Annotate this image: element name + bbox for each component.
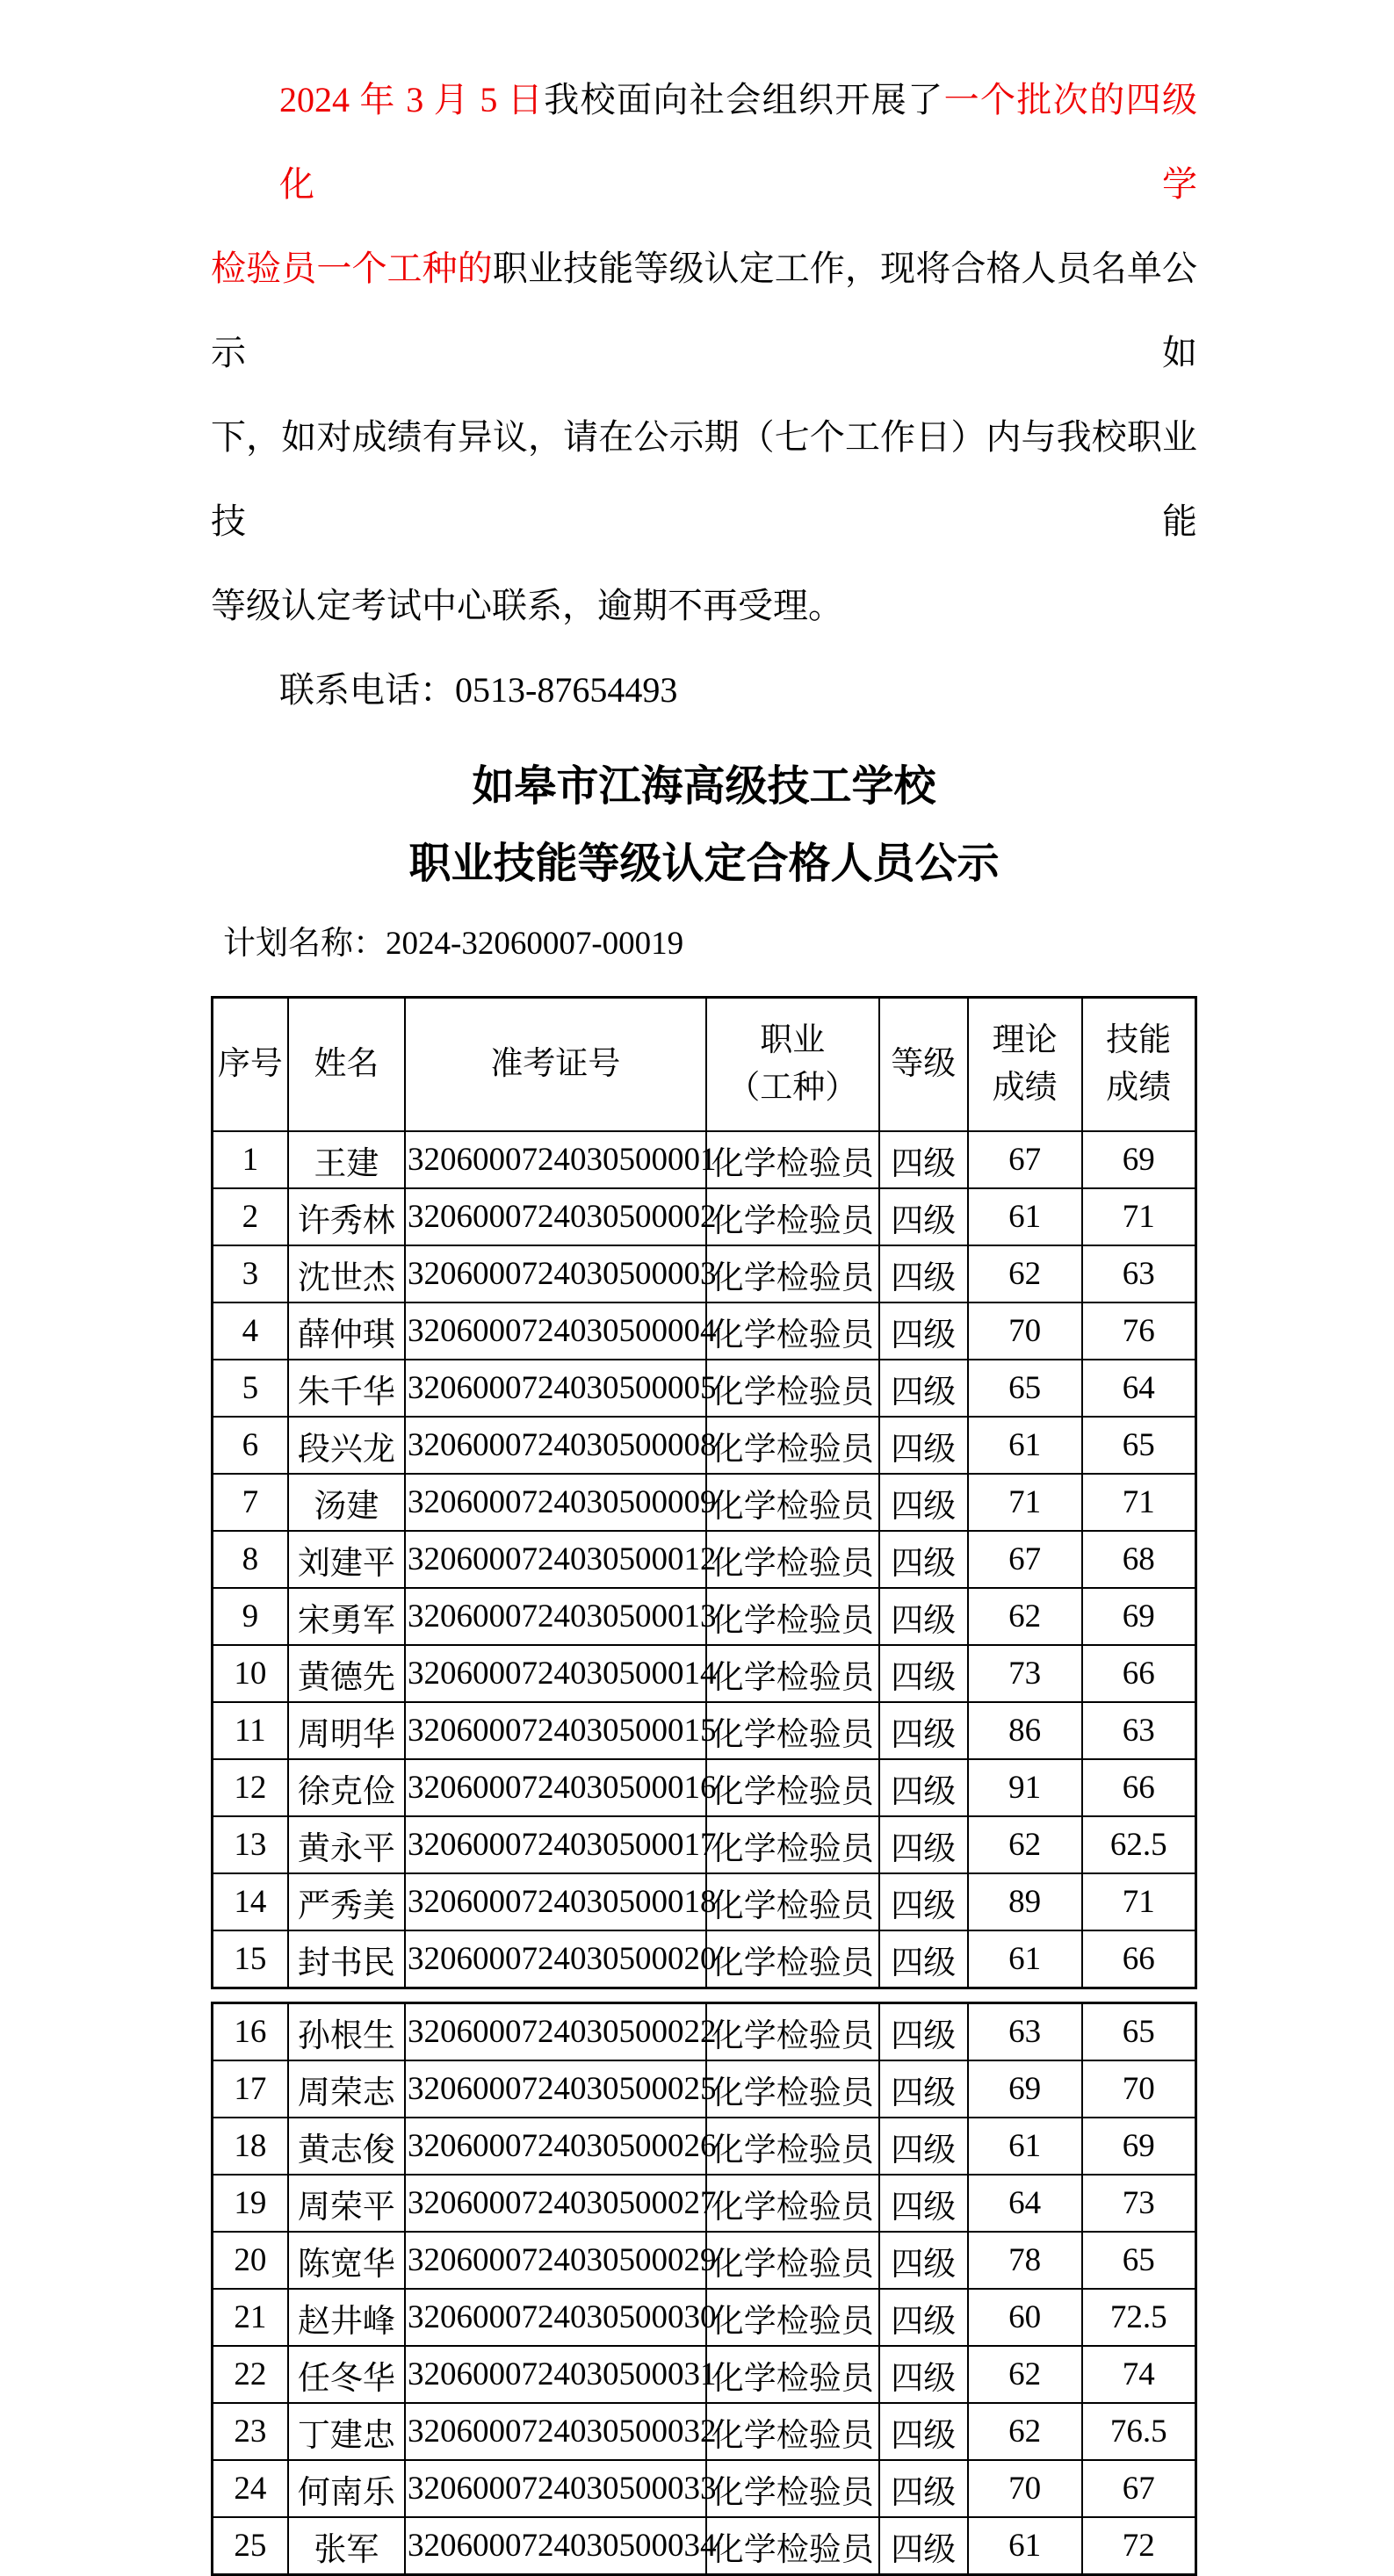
- notice-line: [211, 227, 1197, 395]
- table-cell: 四级: [879, 1645, 968, 1702]
- table-cell: 化学检验员: [706, 1531, 879, 1588]
- table-row: [213, 1702, 1196, 1759]
- table-cell: 徐克俭: [288, 1759, 405, 1816]
- table-cell: 7: [213, 1474, 288, 1531]
- table-cell: 封书民: [288, 1930, 405, 1988]
- notice-text-segment: 职业技能等级认定工作，现将合格人员名单公示如: [211, 249, 1198, 372]
- table-cell: 69: [968, 2060, 1082, 2118]
- table-cell: 3206000724030500030: [405, 2289, 706, 2346]
- table-cell: 化学检验员: [706, 1645, 879, 1702]
- table-cell: 3206000724030500025: [405, 2060, 706, 2118]
- table-cell: 63: [968, 2003, 1082, 2061]
- table-row: [213, 2460, 1196, 2517]
- table-cell: 四级: [879, 2118, 968, 2175]
- table-cell: 3206000724030500008: [405, 1417, 706, 1474]
- table-cell: 67: [1082, 2460, 1196, 2517]
- table-cell: 孙根生: [288, 2003, 405, 2061]
- table-row: [213, 2346, 1196, 2403]
- table-cell: 化学检验员: [706, 2060, 879, 2118]
- table-cell: 71: [1082, 1873, 1196, 1930]
- table-cell: 化学检验员: [706, 1873, 879, 1930]
- table-cell: 72: [1082, 2517, 1196, 2575]
- table-row: [213, 1245, 1196, 1302]
- notice-line: [211, 58, 1197, 227]
- table-cell: 12: [213, 1759, 288, 1816]
- table-cell: 陈宽华: [288, 2232, 405, 2289]
- table-cell: 3206000724030500002: [405, 1188, 706, 1245]
- column-header: 序号: [213, 998, 288, 1132]
- table-cell: 16: [213, 2003, 288, 2061]
- table-cell: 化学检验员: [706, 1588, 879, 1645]
- table-cell: 化学检验员: [706, 2460, 879, 2517]
- table-cell: 64: [1082, 1360, 1196, 1417]
- table-row: [213, 2232, 1196, 2289]
- table-cell: 丁建忠: [288, 2403, 405, 2460]
- table-cell: 66: [1082, 1645, 1196, 1702]
- table-cell: 四级: [879, 2175, 968, 2232]
- table-cell: 3206000724030500012: [405, 1531, 706, 1588]
- table-cell: 3206000724030500005: [405, 1360, 706, 1417]
- table-cell: 9: [213, 1588, 288, 1645]
- results-table-body-upper: [213, 1131, 1196, 1988]
- table-cell: 1: [213, 1131, 288, 1188]
- table-cell: 段兴龙: [288, 1417, 405, 1474]
- table-cell: 89: [968, 1873, 1082, 1930]
- table-row: [213, 2118, 1196, 2175]
- table-cell: 黄德先: [288, 1645, 405, 1702]
- table-cell: 17: [213, 2060, 288, 2118]
- notice-line: [211, 395, 1197, 564]
- table-row: [213, 1131, 1196, 1188]
- table-cell: 4: [213, 1302, 288, 1360]
- table-cell: 化学检验员: [706, 1702, 879, 1759]
- table-cell: 70: [968, 2460, 1082, 2517]
- table-cell: 四级: [879, 1245, 968, 1302]
- table-cell: 化学检验员: [706, 2118, 879, 2175]
- column-header: 技能 成绩: [1082, 998, 1196, 1132]
- table-cell: 化学检验员: [706, 2003, 879, 2061]
- table-cell: 3206000724030500003: [405, 1245, 706, 1302]
- table-cell: 3206000724030500017: [405, 1816, 706, 1873]
- table-cell: 3206000724030500026: [405, 2118, 706, 2175]
- table-cell: 91: [968, 1759, 1082, 1816]
- table-cell: 何南乐: [288, 2460, 405, 2517]
- table-cell: 赵井峰: [288, 2289, 405, 2346]
- table-cell: 86: [968, 1702, 1082, 1759]
- table-cell: 69: [1082, 1131, 1196, 1188]
- table-cell: 朱千华: [288, 1360, 405, 1417]
- table-cell: 8: [213, 1531, 288, 1588]
- table-cell: 67: [968, 1131, 1082, 1188]
- table-cell: 四级: [879, 1302, 968, 1360]
- notice-line: [211, 564, 1197, 648]
- notice-text-segment: 下，如对成绩有异议，请在公示期（七个工作日）内与我校职业技能: [211, 417, 1197, 541]
- contact-phone-line: 联系电话：0513-87654493: [279, 670, 678, 710]
- table-cell: 67: [968, 1531, 1082, 1588]
- table-cell: 四级: [879, 1131, 968, 1188]
- column-header: 理论 成绩: [968, 998, 1082, 1132]
- table-cell: 63: [1082, 1702, 1196, 1759]
- table-cell: 3206000724030500032: [405, 2403, 706, 2460]
- table-cell: 周荣平: [288, 2175, 405, 2232]
- table-cell: 3206000724030500016: [405, 1759, 706, 1816]
- table-cell: 65: [1082, 1417, 1196, 1474]
- table-row: [213, 1474, 1196, 1531]
- table-cell: 严秀美: [288, 1873, 405, 1930]
- table-cell: 张军: [288, 2517, 405, 2575]
- table-cell: 13: [213, 1816, 288, 1873]
- table-cell: 71: [1082, 1474, 1196, 1531]
- table-row: [213, 1873, 1196, 1930]
- table-row: [213, 1531, 1196, 1588]
- table-cell: 10: [213, 1645, 288, 1702]
- table-cell: 四级: [879, 1531, 968, 1588]
- table-cell: 64: [968, 2175, 1082, 2232]
- table-cell: 69: [1082, 1588, 1196, 1645]
- table-cell: 62: [968, 1245, 1082, 1302]
- table-cell: 3206000724030500034: [405, 2517, 706, 2575]
- table-cell: 薛仲琪: [288, 1302, 405, 1360]
- table-cell: 20: [213, 2232, 288, 2289]
- table-row: [213, 1302, 1196, 1360]
- table-cell: 25: [213, 2517, 288, 2575]
- table-cell: 3206000724030500033: [405, 2460, 706, 2517]
- table-cell: 刘建平: [288, 1531, 405, 1588]
- table-cell: 3: [213, 1245, 288, 1302]
- column-header: 姓名: [288, 998, 405, 1132]
- table-cell: 汤建: [288, 1474, 405, 1531]
- table-cell: 65: [1082, 2232, 1196, 2289]
- table-cell: 黄永平: [288, 1816, 405, 1873]
- table-cell: 70: [968, 1302, 1082, 1360]
- table-cell: 四级: [879, 1702, 968, 1759]
- notice-text-red-segment: 一个批次的四级化学: [279, 80, 1198, 204]
- table-cell: 化学检验员: [706, 2232, 879, 2289]
- table-cell: 78: [968, 2232, 1082, 2289]
- table-cell: 化学检验员: [706, 2346, 879, 2403]
- table-cell: 四级: [879, 2517, 968, 2575]
- table-cell: 化学检验员: [706, 1131, 879, 1188]
- table-row: [213, 2003, 1196, 2061]
- table-cell: 5: [213, 1360, 288, 1417]
- table-cell: 21: [213, 2289, 288, 2346]
- table-cell: 3206000724030500031: [405, 2346, 706, 2403]
- table-cell: 61: [968, 1417, 1082, 1474]
- table-cell: 四级: [879, 2346, 968, 2403]
- table-cell: 四级: [879, 1360, 968, 1417]
- table-cell: 3206000724030500029: [405, 2232, 706, 2289]
- column-header: 等级: [879, 998, 968, 1132]
- plan-name: 计划名称：2024-32060007-00019: [223, 926, 684, 962]
- table-cell: 化学检验员: [706, 1816, 879, 1873]
- table-cell: 65: [968, 1360, 1082, 1417]
- table-cell: 化学检验员: [706, 1474, 879, 1531]
- table-cell: 四级: [879, 1930, 968, 1988]
- table-cell: 化学检验员: [706, 2175, 879, 2232]
- table-cell: 四级: [879, 1188, 968, 1245]
- table-cell: 2: [213, 1188, 288, 1245]
- table-cell: 69: [1082, 2118, 1196, 2175]
- results-table-body-lower: [213, 2003, 1196, 2575]
- table-cell: 62: [968, 1816, 1082, 1873]
- table-cell: 19: [213, 2175, 288, 2232]
- table-cell: 化学检验员: [706, 2403, 879, 2460]
- table-cell: 3206000724030500009: [405, 1474, 706, 1531]
- table-cell: 化学检验员: [706, 1188, 879, 1245]
- results-table-part2: [211, 2002, 1197, 2576]
- table-cell: 66: [1082, 1930, 1196, 1988]
- notice-paragraph: [211, 58, 1197, 648]
- notice-text-segment: 等级认定考试中心联系，逾期不再受理。: [211, 586, 843, 625]
- notice-text-red-segment: 2024 年 3 月 5 日: [279, 80, 545, 119]
- table-cell: 化学检验员: [706, 1759, 879, 1816]
- table-cell: 72.5: [1082, 2289, 1196, 2346]
- table-cell: 四级: [879, 2060, 968, 2118]
- page-subtitle: 职业技能等级认定合格人员公示: [408, 841, 1000, 887]
- results-table-part1: [211, 996, 1197, 1989]
- table-cell: 黄志俊: [288, 2118, 405, 2175]
- table-cell: 23: [213, 2403, 288, 2460]
- table-cell: 18: [213, 2118, 288, 2175]
- table-cell: 王建: [288, 1131, 405, 1188]
- table-cell: 化学检验员: [706, 2517, 879, 2575]
- table-cell: 65: [1082, 2003, 1196, 2061]
- table-cell: 3206000724030500015: [405, 1702, 706, 1759]
- table-row: [213, 1645, 1196, 1702]
- table-cell: 四级: [879, 1474, 968, 1531]
- table-cell: 周荣志: [288, 2060, 405, 2118]
- table-cell: 四级: [879, 1417, 968, 1474]
- column-header: 准考证号: [405, 998, 706, 1132]
- table-cell: 化学检验员: [706, 2289, 879, 2346]
- table-cell: 3206000724030500014: [405, 1645, 706, 1702]
- table-cell: 71: [968, 1474, 1082, 1531]
- table-row: [213, 1930, 1196, 1988]
- table-row: [213, 1360, 1196, 1417]
- table-cell: 化学检验员: [706, 1930, 879, 1988]
- table-cell: 62: [968, 2346, 1082, 2403]
- table-cell: 沈世杰: [288, 1245, 405, 1302]
- table-cell: 22: [213, 2346, 288, 2403]
- table-cell: 化学检验员: [706, 1302, 879, 1360]
- table-row: [213, 2175, 1196, 2232]
- table-cell: 70: [1082, 2060, 1196, 2118]
- table-cell: 62: [968, 1588, 1082, 1645]
- table-row: [213, 2289, 1196, 2346]
- table-cell: 73: [968, 1645, 1082, 1702]
- table-cell: 四级: [879, 1816, 968, 1873]
- table-cell: 24: [213, 2460, 288, 2517]
- table-row: [213, 2060, 1196, 2118]
- table-cell: 许秀林: [288, 1188, 405, 1245]
- table-cell: 四级: [879, 1588, 968, 1645]
- table-cell: 四级: [879, 1873, 968, 1930]
- table-cell: 周明华: [288, 1702, 405, 1759]
- table-cell: 3206000724030500004: [405, 1302, 706, 1360]
- table-cell: 14: [213, 1873, 288, 1930]
- table-cell: 6: [213, 1417, 288, 1474]
- table-row: [213, 2403, 1196, 2460]
- table-cell: 71: [1082, 1188, 1196, 1245]
- table-cell: 76: [1082, 1302, 1196, 1360]
- table-cell: 68: [1082, 1531, 1196, 1588]
- page-title: 如皋市江海高级技工学校: [472, 763, 936, 810]
- table-cell: 四级: [879, 2460, 968, 2517]
- table-cell: 66: [1082, 1759, 1196, 1816]
- table-cell: 3206000724030500001: [405, 1131, 706, 1188]
- table-row: [213, 1759, 1196, 1816]
- table-cell: 61: [968, 1930, 1082, 1988]
- table-cell: 11: [213, 1702, 288, 1759]
- table-cell: 61: [968, 2517, 1082, 2575]
- table-cell: 化学检验员: [706, 1245, 879, 1302]
- table-cell: 63: [1082, 1245, 1196, 1302]
- table-cell: 15: [213, 1930, 288, 1988]
- table-cell: 74: [1082, 2346, 1196, 2403]
- table-cell: 四级: [879, 1759, 968, 1816]
- notice-text-red-segment: 检验员一个工种的: [211, 249, 493, 288]
- table-cell: 四级: [879, 2003, 968, 2061]
- column-header: 职业 （工种）: [706, 998, 879, 1132]
- table-cell: 任冬华: [288, 2346, 405, 2403]
- table-row: [213, 2517, 1196, 2575]
- table-cell: 化学检验员: [706, 1417, 879, 1474]
- table-cell: 61: [968, 1188, 1082, 1245]
- table-cell: 3206000724030500022: [405, 2003, 706, 2061]
- table-cell: 四级: [879, 2289, 968, 2346]
- table-cell: 四级: [879, 2403, 968, 2460]
- table-cell: 60: [968, 2289, 1082, 2346]
- table-cell: 76.5: [1082, 2403, 1196, 2460]
- table-cell: 四级: [879, 2232, 968, 2289]
- table-row: [213, 1188, 1196, 1245]
- table-cell: 3206000724030500027: [405, 2175, 706, 2232]
- table-cell: 3206000724030500013: [405, 1588, 706, 1645]
- table-cell: 宋勇军: [288, 1588, 405, 1645]
- table-cell: 62: [968, 2403, 1082, 2460]
- table-row: [213, 1588, 1196, 1645]
- table-row: [213, 1417, 1196, 1474]
- table-header-row: [213, 998, 1196, 1132]
- table-cell: 62.5: [1082, 1816, 1196, 1873]
- table-cell: 化学检验员: [706, 1360, 879, 1417]
- table-row: [213, 1816, 1196, 1873]
- notice-text-segment: 我校面向社会组织开展了: [544, 80, 944, 119]
- table-cell: 61: [968, 2118, 1082, 2175]
- table-cell: 3206000724030500020: [405, 1930, 706, 1988]
- table-cell: 73: [1082, 2175, 1196, 2232]
- table-cell: 3206000724030500018: [405, 1873, 706, 1930]
